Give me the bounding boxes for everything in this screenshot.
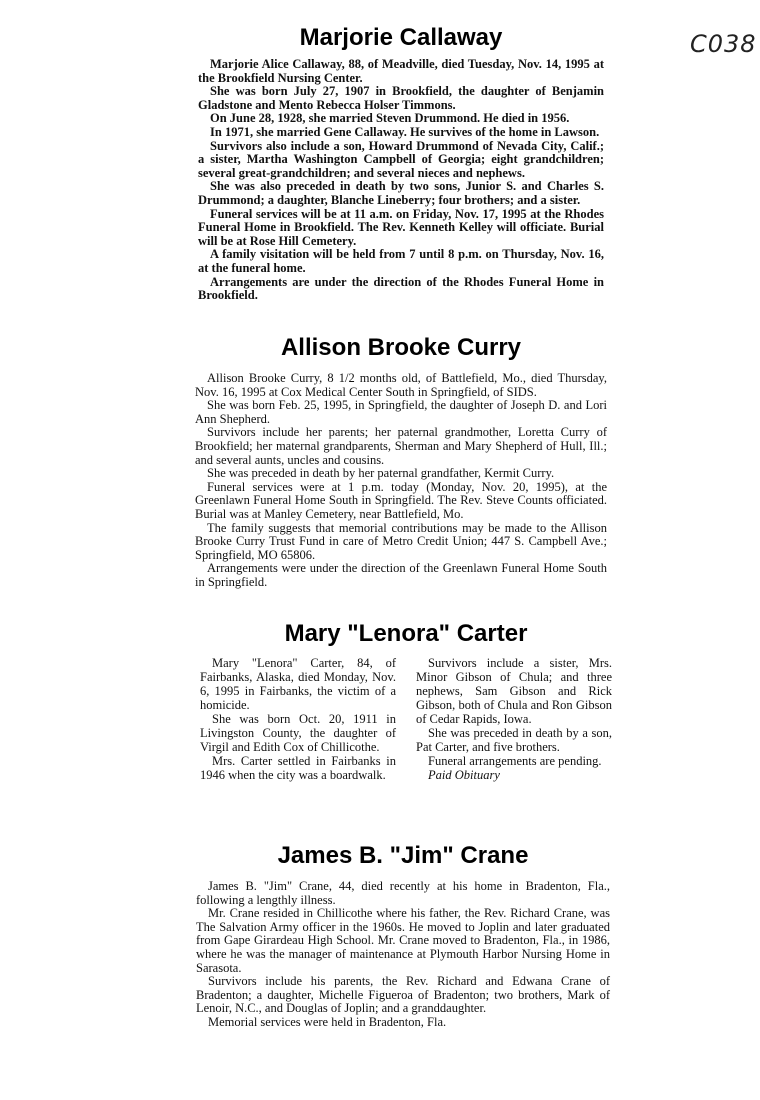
obituary-paragraph: She was born July 27, 1907 in Brookfield, the daughter of Benjamin Gladstone and Mento Rebecca Holser Timmons. [198, 84, 604, 112]
obituary-paragraph: Memorial services were held in Bradenton, Fla. [208, 1014, 447, 1029]
obituary-paragraph: In 1971, she married Gene Callaway. He survives of the home in Lawson. [210, 124, 600, 139]
obituary-paragraph: Mr. Crane resided in Chillicothe where his father, the Rev. Richard Crane, was The Salvation Army officer in the 1960s. He moved to Joplin and later graduated from Gape Girardeau High School. Mr. Crane moved to Bradenton, Fla., in 1986, where he was the manager of maintenance at Plymouth Harbor Nursing Home in Sarasota. [196, 906, 610, 975]
obituary-paragraph: Funeral services will be at 11 a.m. on Friday, Nov. 17, 1995 at the Rhodes Funeral Home in Brookfield. The Rev. Kenneth Kelley will officiate. Burial will be at Rose Hill Cemetery. [198, 206, 604, 248]
obituary-title: Allison Brooke Curry [280, 334, 522, 361]
obituary-paragraph: Funeral arrangements are pending. [428, 754, 602, 768]
obituary-callaway [198, 24, 604, 303]
obituary-paragraph: Survivors include her parents; her paternal grandmother, Loretta Curry of Brookfield; her maternal grandparents, Sherman and Mary Shepherd of Hull, Ill.; and several aunts, uncles and cousins. [195, 425, 607, 467]
obituary-right-column [416, 656, 612, 782]
obituary-columns [200, 656, 612, 782]
obituary-title: Marjorie Callaway [299, 24, 503, 51]
obituary-paragraph: Mary "Lenora" Carter, 84, of Fairbanks, Alaska, died Monday, Nov. 6, 1995 in Fairbanks, the victim of a homicide. [200, 656, 396, 712]
obituary-paragraph: She was born Oct. 20, 1911 in Livingston County, the daughter of Virgil and Edith Cox of Chillicothe. [200, 712, 396, 754]
obituary-paragraph: James B. "Jim" Crane, 44, died recently at his home in Bradenton, Fla., following a lengthly illness. [196, 879, 610, 907]
obituary-paragraph: Survivors include his parents, the Rev. Richard and Edwana Crane of Bradenton; a daughter, Michelle Figueroa of Bradenton; two brothers, Mark of Lenoir, N.C., and Douglas of Joplin; and a granddaughter. [196, 974, 610, 1016]
obituary-paragraph: Survivors also include a son, Howard Drummond of Nevada City, Calif.; a sister, Martha Washington Campbell of Georgia; eight grandchildren; several great-grandchildren; and several nieces and nephews. [198, 138, 604, 180]
obituary-paragraph: She was preceded in death by a son, Pat Carter, and five brothers. [416, 726, 612, 754]
obituary-carter [200, 620, 612, 782]
obituary-paragraph: The family suggests that memorial contributions may be made to the Allison Brooke Curry Trust Fund in care of Metro Credit Union; 447 S. Campbell Ave.; Springfield, MO 65806. [195, 520, 607, 562]
obituary-paragraph: She was preceded in death by her paternal grandfather, Kermit Curry. [207, 466, 555, 481]
obituary-title: James B. "Jim" Crane [277, 842, 529, 869]
obituary-title: Mary "Lenora" Carter [284, 620, 528, 647]
obituary-paragraph: She was born Feb. 25, 1995, in Springfield, the daughter of Joseph D. and Lori Ann Shepherd. [195, 398, 607, 426]
obituary-paragraph: Allison Brooke Curry, 8 1/2 months old, of Battlefield, Mo., died Thursday, Nov. 16, 1995 at Cox Medical Center South in Springfield, of SIDS. [195, 371, 607, 399]
obituary-paragraph: She was also preceded in death by two sons, Junior S. and Charles S. Drummond; a daughter, Blanche Lineberry; four brothers; and a sister. [198, 179, 604, 207]
paid-obituary-label: Paid Obituary [428, 768, 500, 782]
obituary-paragraph: Mrs. Carter settled in Fairbanks in 1946 when the city was a boardwalk. [200, 754, 396, 782]
obituary-paragraph: Survivors include a sister, Mrs. Minor Gibson of Chula; and three nephews, Sam Gibson and Rick Gibson, both of Chula and Ron Gibson of Cedar Rapids, Iowa. [416, 656, 612, 726]
handwritten-code: C038 [690, 30, 757, 58]
obituary-paragraph: A family visitation will be held from 7 until 8 p.m. on Thursday, Nov. 16, at the funeral home. [198, 247, 604, 275]
obituary-paragraph: Arrangements were under the direction of the Greenlawn Funeral Home South in Springfield. [195, 561, 607, 589]
obituary-curry [195, 334, 607, 590]
obituary-left-column [200, 656, 396, 782]
obituary-paragraph: Marjorie Alice Callaway, 88, of Meadville, died Tuesday, Nov. 14, 1995 at the Brookfield Nursing Center. [198, 57, 604, 85]
obituary-paragraph: On June 28, 1928, she married Steven Drummond. He died in 1956. [210, 111, 570, 126]
obituary-paragraph: Arrangements are under the direction of the Rhodes Funeral Home in Brookfield. [198, 274, 604, 303]
obituary-paragraph: Funeral services were at 1 p.m. today (Monday, Nov. 20, 1995), at the Greenlawn Funeral Home South in Springfield. The Rev. Steve Counts officiated. Burial was at Manley Cemetery, near Battlefield, Mo. [195, 479, 607, 521]
obituary-crane [196, 842, 610, 1030]
